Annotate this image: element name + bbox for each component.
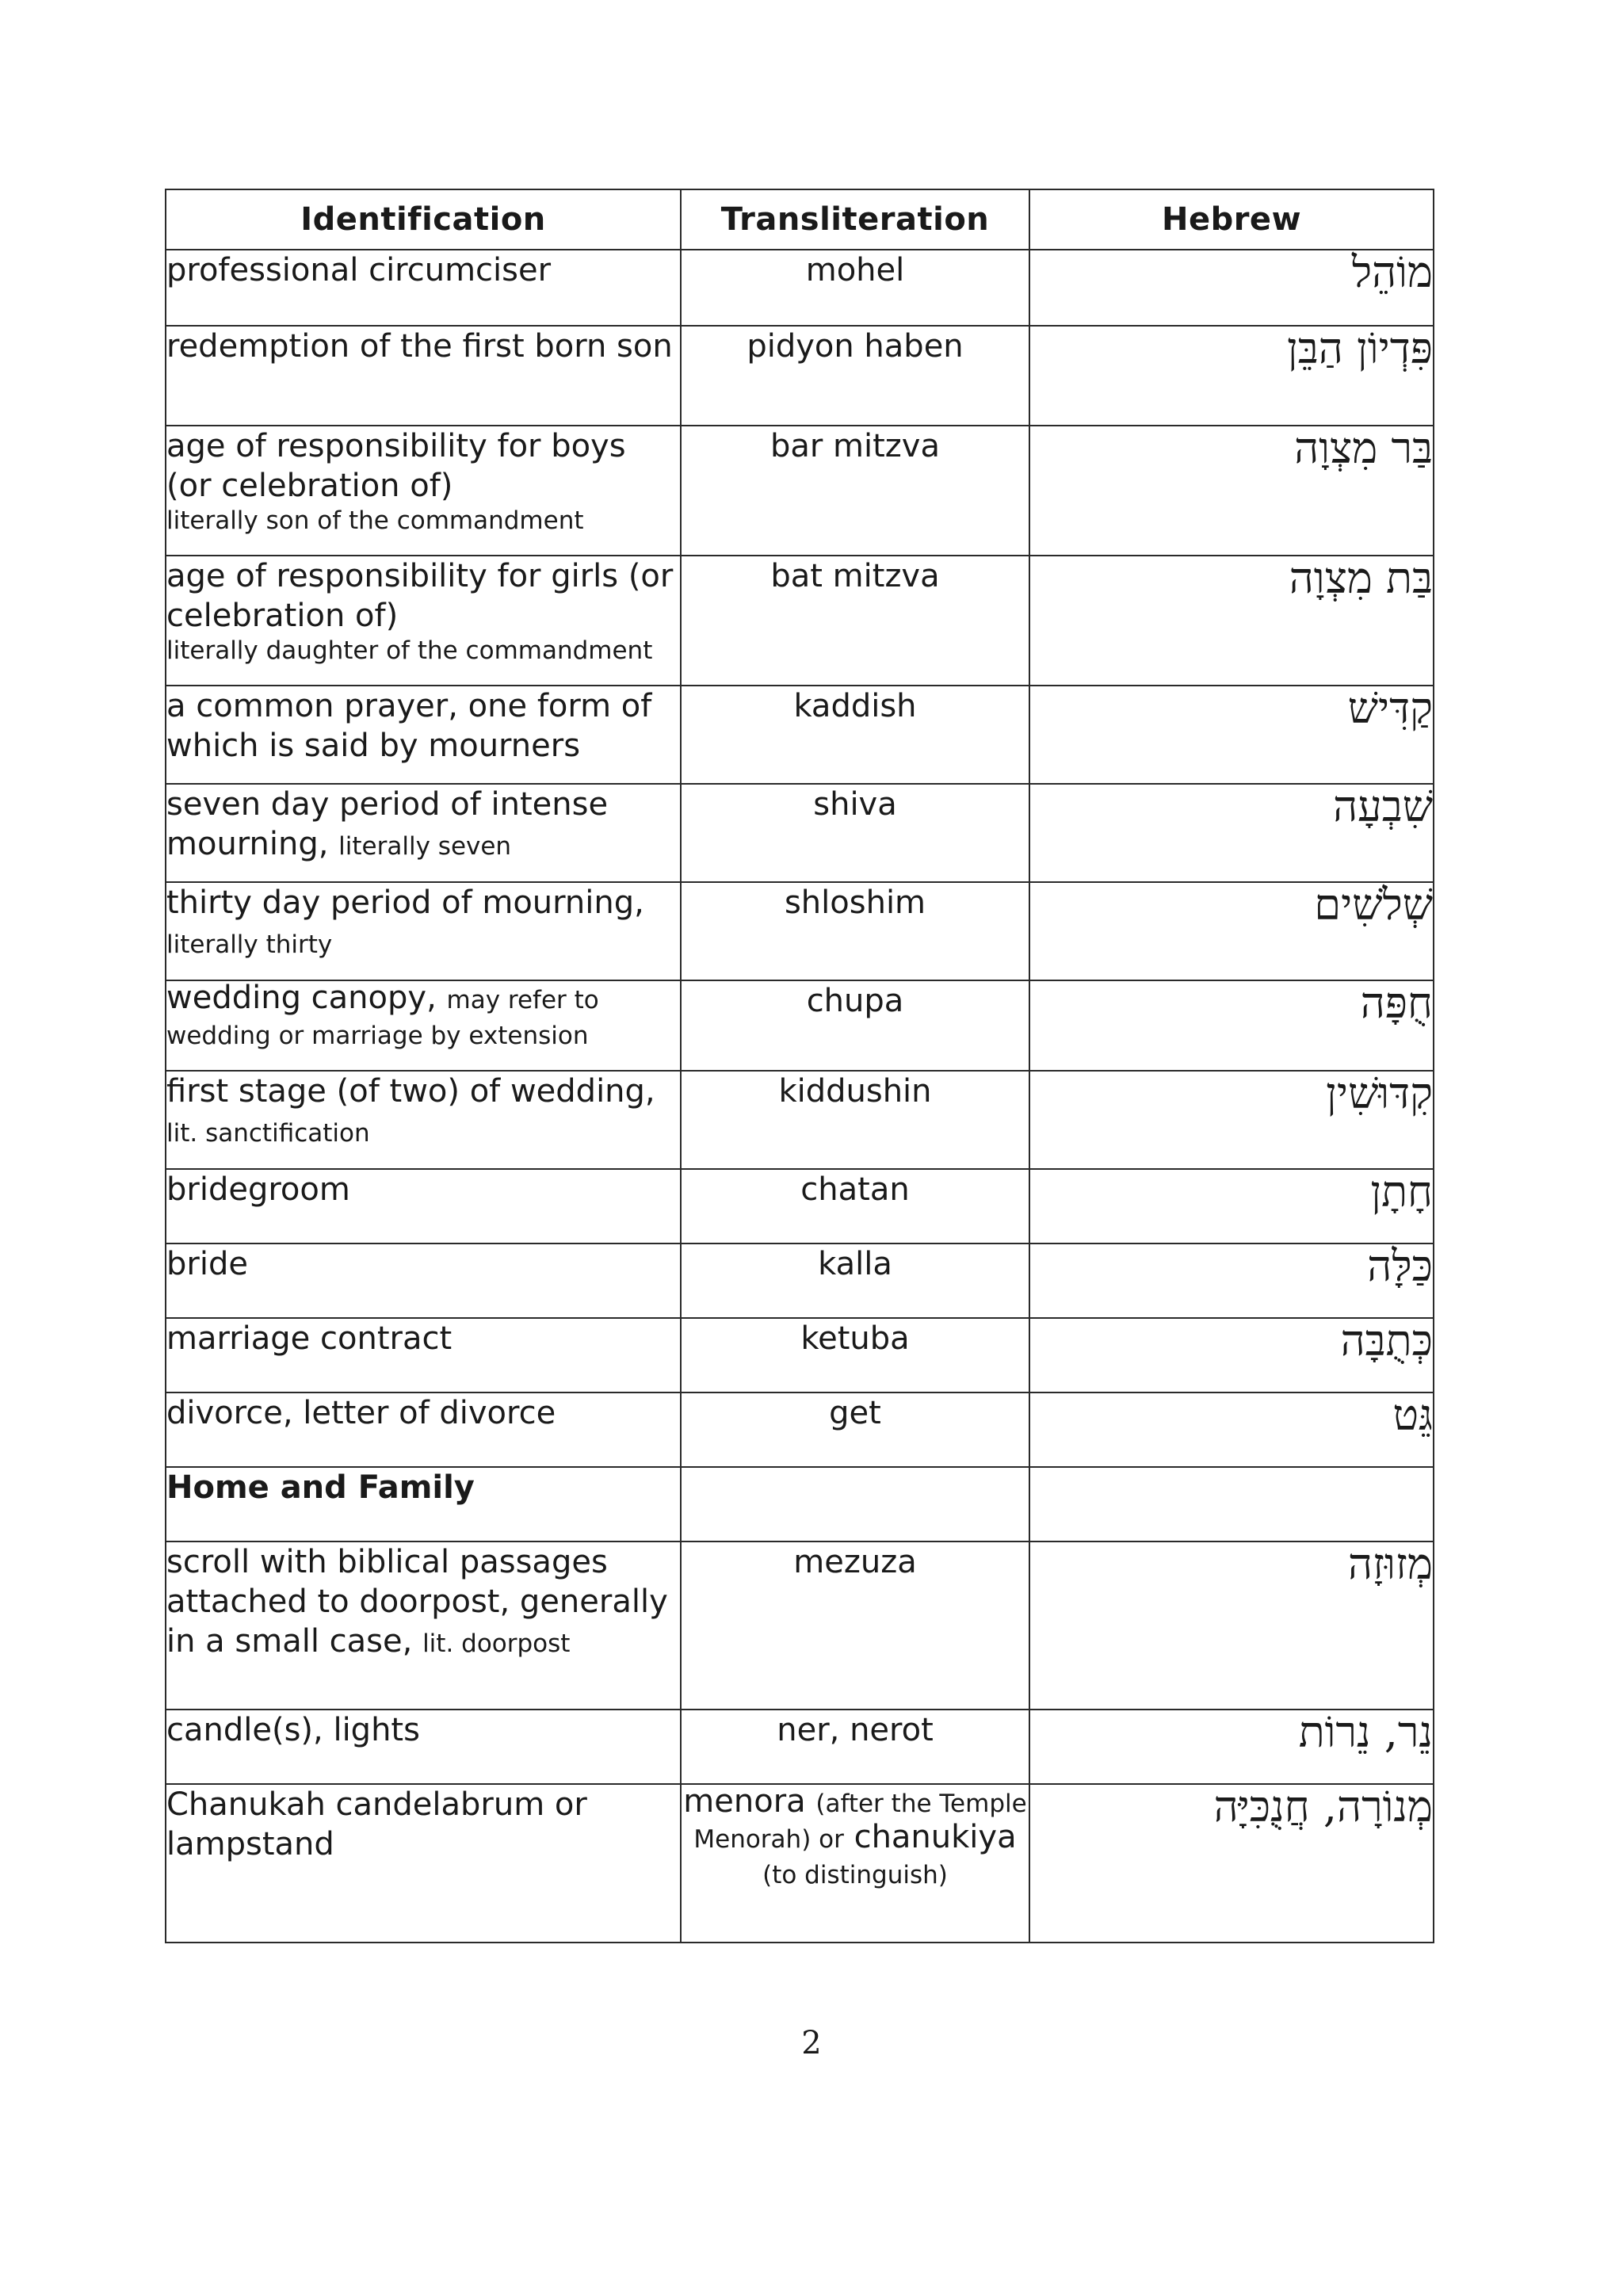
table-row bbox=[166, 980, 1434, 1071]
hebrew-cell: קִדּוּשִׁין bbox=[1029, 1071, 1434, 1169]
identification-cell bbox=[166, 326, 681, 426]
identification-text: wedding canopy, bbox=[166, 980, 437, 1016]
identification-cell bbox=[166, 1071, 681, 1169]
identification-cell bbox=[166, 1169, 681, 1244]
identification-note: literally daughter of the commandment bbox=[166, 636, 653, 665]
hebrew-cell: מְנוֹרָה, חֲנֻכִּיָּה bbox=[1029, 1784, 1434, 1943]
identification-note: may refer to wedding or marriage by extension bbox=[166, 986, 599, 1050]
identification-cell bbox=[166, 1392, 681, 1467]
identification-text: seven day period of intense mourning, bbox=[166, 786, 609, 862]
glossary-table bbox=[165, 189, 1434, 1943]
identification-cell bbox=[166, 1784, 681, 1943]
hebrew-cell: פִּדְיוֹן הַבֵּן bbox=[1029, 326, 1434, 426]
transliteration-cell: get bbox=[681, 1392, 1029, 1467]
hebrew-cell: קַדִּישׁ bbox=[1029, 686, 1434, 784]
hebrew-cell: בַּר מִצְוָה bbox=[1029, 426, 1434, 556]
identification-text: a common prayer, one form of which is said by mourners bbox=[166, 688, 652, 764]
transliteration-text: menora bbox=[683, 1783, 806, 1820]
table-row bbox=[166, 686, 1434, 784]
identification-text: professional circumciser bbox=[166, 252, 552, 288]
header-transliteration: Transliteration bbox=[681, 189, 1029, 250]
transliteration-cell: kalla bbox=[681, 1244, 1029, 1318]
identification-note: literally seven bbox=[338, 832, 512, 861]
transliteration-cell: pidyon haben bbox=[681, 326, 1029, 426]
section-title: Home and Family bbox=[166, 1467, 681, 1541]
identification-cell bbox=[166, 250, 681, 326]
identification-text: candle(s), lights bbox=[166, 1712, 420, 1748]
transliteration-cell bbox=[681, 1784, 1029, 1943]
table-row bbox=[166, 784, 1434, 882]
identification-cell bbox=[166, 784, 681, 882]
page-number: 2 bbox=[801, 2025, 822, 2061]
table-row bbox=[166, 1541, 1434, 1710]
transliteration-cell: mezuza bbox=[681, 1541, 1029, 1710]
transliteration-cell: ketuba bbox=[681, 1318, 1029, 1392]
table-row bbox=[166, 1710, 1434, 1784]
header-identification: Identification bbox=[166, 189, 681, 250]
identification-cell bbox=[166, 980, 681, 1071]
identification-text: Chanukah candelabrum or lampstand bbox=[166, 1786, 587, 1862]
identification-text: redemption of the first born son bbox=[166, 328, 673, 365]
identification-text: scroll with biblical passages attached to doorpost, generally in a small case, bbox=[166, 1544, 668, 1660]
hebrew-cell: כַּלָּה bbox=[1029, 1244, 1434, 1318]
table-row bbox=[166, 882, 1434, 980]
table-row bbox=[166, 1392, 1434, 1467]
transliteration-text-alt: chanukiya bbox=[854, 1819, 1017, 1855]
transliteration-cell: mohel bbox=[681, 250, 1029, 326]
transliteration-cell: ner, nerot bbox=[681, 1710, 1029, 1784]
identification-text: age of responsibility for girls (or celebration of) bbox=[166, 558, 674, 634]
empty-cell bbox=[681, 1467, 1029, 1541]
table-row bbox=[166, 1244, 1434, 1318]
identification-cell bbox=[166, 1710, 681, 1784]
header-hebrew: Hebrew bbox=[1029, 189, 1434, 250]
empty-cell bbox=[1029, 1467, 1434, 1541]
table-row bbox=[166, 1784, 1434, 1943]
transliteration-cell: shiva bbox=[681, 784, 1029, 882]
hebrew-cell: מוֹהֵל bbox=[1029, 250, 1434, 326]
identification-cell bbox=[166, 1318, 681, 1392]
table-row bbox=[166, 326, 1434, 426]
header-row bbox=[166, 189, 1434, 250]
transliteration-cell: shloshim bbox=[681, 882, 1029, 980]
identification-text: divorce, letter of divorce bbox=[166, 1395, 556, 1431]
hebrew-cell: גֵּט bbox=[1029, 1392, 1434, 1467]
identification-note: literally thirty bbox=[166, 930, 333, 959]
identification-note: lit. sanctification bbox=[166, 1119, 370, 1148]
transliteration-cell: kiddushin bbox=[681, 1071, 1029, 1169]
table-row bbox=[166, 1169, 1434, 1244]
identification-text: first stage (of two) of wedding, bbox=[166, 1073, 655, 1110]
table-row bbox=[166, 426, 1434, 556]
identification-cell bbox=[166, 556, 681, 686]
hebrew-cell: שִׁבְעָה bbox=[1029, 784, 1434, 882]
transliteration-note: (after the Temple Menorah) or bbox=[693, 1790, 1027, 1854]
table-row bbox=[166, 556, 1434, 686]
transliteration-cell: chupa bbox=[681, 980, 1029, 1071]
hebrew-cell: חָתָן bbox=[1029, 1169, 1434, 1244]
identification-cell bbox=[166, 426, 681, 556]
identification-text: marriage contract bbox=[166, 1320, 453, 1357]
hebrew-cell: שְׁלֹשִׁים bbox=[1029, 882, 1434, 980]
identification-note: lit. doorpost bbox=[422, 1629, 571, 1658]
hebrew-cell: מְזוּזָה bbox=[1029, 1541, 1434, 1710]
table-row bbox=[166, 250, 1434, 326]
hebrew-cell: נֵר, נֵרוֹת bbox=[1029, 1710, 1434, 1784]
hebrew-cell: בַּת מִצְוָה bbox=[1029, 556, 1434, 686]
identification-cell bbox=[166, 1541, 681, 1710]
identification-cell bbox=[166, 686, 681, 784]
table-row bbox=[166, 1071, 1434, 1169]
identification-text: bride bbox=[166, 1246, 248, 1282]
identification-note: literally son of the commandment bbox=[166, 506, 584, 535]
table-row bbox=[166, 1318, 1434, 1392]
identification-cell bbox=[166, 882, 681, 980]
transliteration-cell: bat mitzva bbox=[681, 556, 1029, 686]
section-header-row bbox=[166, 1467, 1434, 1541]
identification-text: bridegroom bbox=[166, 1171, 350, 1208]
transliteration-cell: chatan bbox=[681, 1169, 1029, 1244]
identification-text: age of responsibility for boys (or celebration of) bbox=[166, 428, 626, 504]
hebrew-cell: חֻפָּה bbox=[1029, 980, 1434, 1071]
identification-text: thirty day period of mourning, bbox=[166, 884, 644, 921]
transliteration-note: (to distinguish) bbox=[762, 1861, 948, 1889]
transliteration-cell: bar mitzva bbox=[681, 426, 1029, 556]
identification-cell bbox=[166, 1244, 681, 1318]
transliteration-cell: kaddish bbox=[681, 686, 1029, 784]
hebrew-cell: כְּתֻבָּה bbox=[1029, 1318, 1434, 1392]
